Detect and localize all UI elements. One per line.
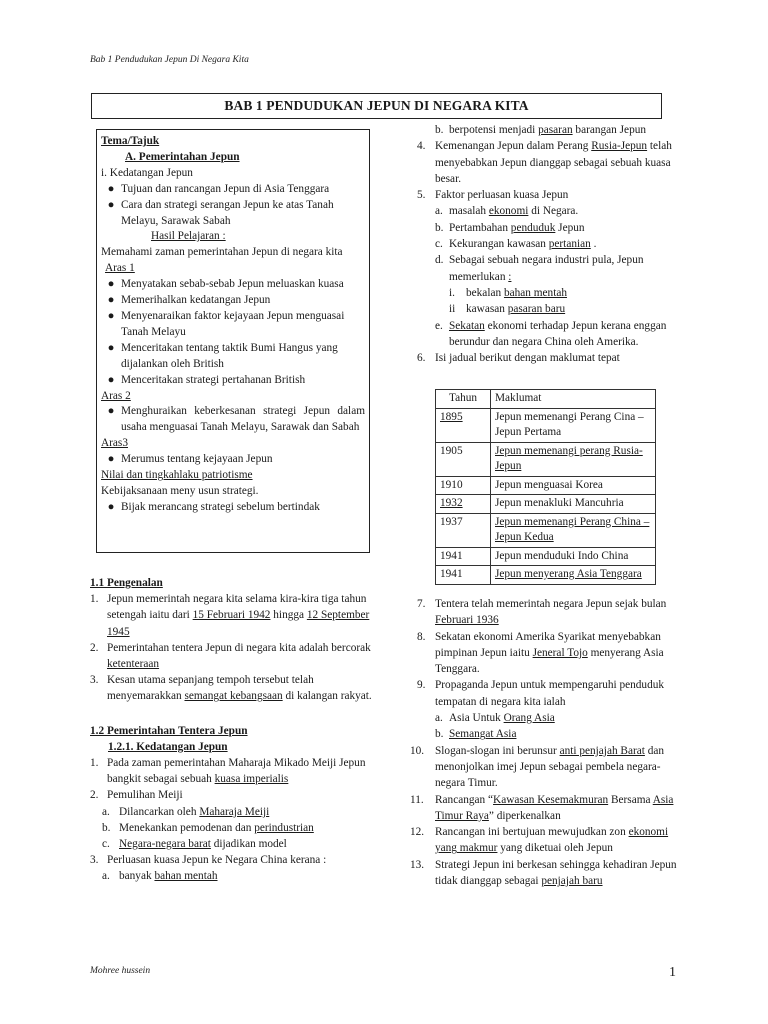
list-item: ● Tujuan dan rancangan Jepun di Asia Tenggara <box>107 182 330 195</box>
list-item: 5. Faktor perluasan kuasa Jepun <box>417 189 569 202</box>
table-cell-year: 1905 <box>436 442 491 476</box>
list-item: 4. Kemenangan Jepun dalam Perang Rusia-Jepun telah menyebabkan Jepun dianggap sebagai sebuah kuasa besar. <box>417 140 672 185</box>
list-item: b. Semangat Asia <box>435 728 517 741</box>
table-cell-year: 1932 <box>436 495 491 514</box>
list-item: 7. Tentera telah memerintah negara Jepun sejak bulan Februari 1936 <box>417 598 667 627</box>
table-cell-info: Jepun memenangi Perang Cina –Jepun Pertama <box>491 408 656 442</box>
running-header: Bab 1 Pendudukan Jepun Di Negara Kita <box>90 55 249 65</box>
list-item: a. Dilancarkan oleh Maharaja Meiji <box>102 805 270 818</box>
list-item: 9. Propaganda Jepun untuk mempengaruhi penduduk tempatan di negara kita ialah <box>417 679 665 708</box>
list-item: ● Cara dan strategi serangan Jepun ke atas Tanah Melayu, Sarawak Sabah <box>107 198 334 227</box>
nilai-heading: Nilai dan tingkahlaku patriotisme <box>101 469 253 482</box>
list-item: ● Bijak merancang strategi sebelum bertindak <box>107 500 320 513</box>
table-cell-info: Jepun menyerang Asia Tenggara <box>491 566 656 585</box>
list-item: 10. Slogan-slogan ini berunsur anti penjajah Barat dan menonjolkan imej Jepun sebagai pembela negara-negara Timur. <box>410 744 665 790</box>
section-heading-1-2: 1.2 Pemerintahan Tentera Jepun <box>90 724 248 737</box>
table-header-row <box>436 390 656 409</box>
table-cell-year: 1941 <box>436 566 491 585</box>
table-row <box>436 408 656 442</box>
list-item: c. Kekurangan kawasan pertanian . <box>435 238 597 251</box>
list-item: i. bekalan bahan mentah <box>449 286 568 299</box>
list-item: ii kawasan pasaran baru <box>449 303 566 316</box>
table-cell-info: Jepun menguasai Korea <box>491 476 656 495</box>
list-item: e. Sekatan ekonomi terhadap Jepun kerana enggan berundur dan negara China oleh Amerika. <box>435 319 667 348</box>
tema-heading: Tema/Tajuk <box>101 135 160 147</box>
table-cell-year: 1941 <box>436 547 491 566</box>
right-column-upper <box>417 122 687 366</box>
chapter-title: BAB 1 PENDUDUKAN JEPUN DI NEGARA KITA <box>91 93 662 119</box>
table-row <box>436 495 656 514</box>
list-item: c. Negara-negara barat dijadikan model <box>102 838 287 851</box>
table-header: Tahun <box>436 390 491 409</box>
table-row <box>436 566 656 585</box>
aras3-heading: Aras3 <box>101 437 128 450</box>
table-cell-info: Jepun memenangi Perang China –Jepun Kedua <box>491 513 656 547</box>
table-cell-info: Jepun memenangi perang Rusia-Jepun <box>491 442 656 476</box>
list-item: 13. Strategi Jepun ini berkesan sehingga kehadiran Jepun tidak dianggap sebagai penjajah baru <box>410 858 677 888</box>
list-item: 3. Perluasan kuasa Jepun ke Negara China kerana : <box>90 854 327 867</box>
page-number: 1 <box>669 965 676 980</box>
list-item: a. Asia Untuk Orang Asia <box>435 712 555 725</box>
left-lower-content <box>90 575 372 885</box>
list-item: ● Memerihalkan kedatangan Jepun <box>107 294 271 307</box>
table-row <box>436 476 656 495</box>
author-name: Mohree hussein <box>90 966 151 976</box>
list-item: 6. Isi jadual berikut dengan maklumat tepat <box>417 352 620 365</box>
table-cell-year: 1937 <box>436 513 491 547</box>
list-item: 2. Pemerintahan tentera Jepun di negara kita adalah bercorak ketenteraan <box>90 641 371 671</box>
table-cell-year: 1910 <box>436 476 491 495</box>
table-cell-info: Jepun menduduki Indo China <box>491 547 656 566</box>
list-item: 1. Jepun memerintah negara kita selama kira-kira tiga tahun setengah iaitu dari 15 Februari 1942 hingga 12 September 1945 <box>90 593 370 638</box>
aras1-heading: Aras 1 <box>105 262 135 275</box>
hasil-text: Memahami zaman pemerintahan Jepun di negara kita <box>101 246 343 259</box>
list-item: b. Pertambahan penduduk Jepun <box>435 221 585 234</box>
subsection-heading: 1.2.1. Kedatangan Jepun <box>108 740 228 753</box>
list-item: ● Menyatakan sebab-sebab Jepun meluaskan kuasa <box>107 278 344 291</box>
list-item: 12. Rancangan ini bertujuan mewujudkan zon ekonomi yang makmur yang diketuai oleh Jepun <box>410 826 669 855</box>
list-item: a. banyak bahan mentah <box>102 870 218 883</box>
list-item: b. berpotensi menjadi pasaran barangan Jepun <box>435 124 647 136</box>
nilai-text: Kebijaksanaan meny usun strategi. <box>101 484 259 497</box>
table-row <box>436 442 656 476</box>
tema-sub-a: A. Pemerintahan Jepun <box>125 150 240 163</box>
list-item: a. masalah ekonomi di Negara. <box>435 205 579 218</box>
list-item: 2. Pemulihan Meiji <box>90 789 183 802</box>
table-row <box>436 547 656 566</box>
list-item: ● Menceritakan tentang taktik Bumi Hangus yang dijalankan oleh British <box>107 341 338 370</box>
list-item: ● Menghuraikan keberkesanan strategi Jepun dalam usaha menguasai Tanah Melayu, Sarawak dan Sabah <box>107 405 365 434</box>
section-heading-1-1: 1.1 Pengenalan <box>90 577 163 589</box>
table-row <box>436 513 656 547</box>
list-item: ● Menceritakan strategi pertahanan British <box>107 373 306 386</box>
list-item: ● Menyenaraikan faktor kejayaan Jepun menguasai Tanah Melayu <box>107 309 345 338</box>
hasil-heading: Hasil Pelajaran : <box>151 230 226 243</box>
tema-box <box>96 129 370 553</box>
list-item: 1. Pada zaman pemerintahan Maharaja Mikado Meiji Jepun bangkit sebagai sebuah kuasa imperialis <box>90 757 366 786</box>
table-cell-info: Jepun menakluki Mancuhria <box>491 495 656 514</box>
tema-sub-i: i. Kedatangan Jepun <box>101 166 193 179</box>
list-item: 8. Sekatan ekonomi Amerika Syarikat menyebabkan pimpinan Jepun iaitu Jeneral Tojo menyerang Asia Tenggara. <box>417 630 664 676</box>
list-item: d. Sebagai sebuah negara industri pula, Jepun memerlukan : <box>435 254 644 283</box>
right-column-lower <box>410 596 687 889</box>
list-item: b. Menekankan pemodenan dan perindustrian <box>102 821 314 834</box>
table-header: Maklumat <box>491 390 656 409</box>
list-item: ● Merumus tentang kejayaan Jepun <box>107 453 273 466</box>
table-cell-year: 1895 <box>436 408 491 442</box>
list-item: 11. Rancangan “Kawasan Kesemakmuran Bersama Asia Timur Raya” diperkenalkan <box>410 793 674 822</box>
list-item: 3. Kesan utama sepanjang tempoh tersebut telah menyemarakkan semangat kebangsaan di kalangan rakyat. <box>90 674 372 703</box>
aras2-heading: Aras 2 <box>101 389 131 402</box>
years-table <box>435 389 656 585</box>
